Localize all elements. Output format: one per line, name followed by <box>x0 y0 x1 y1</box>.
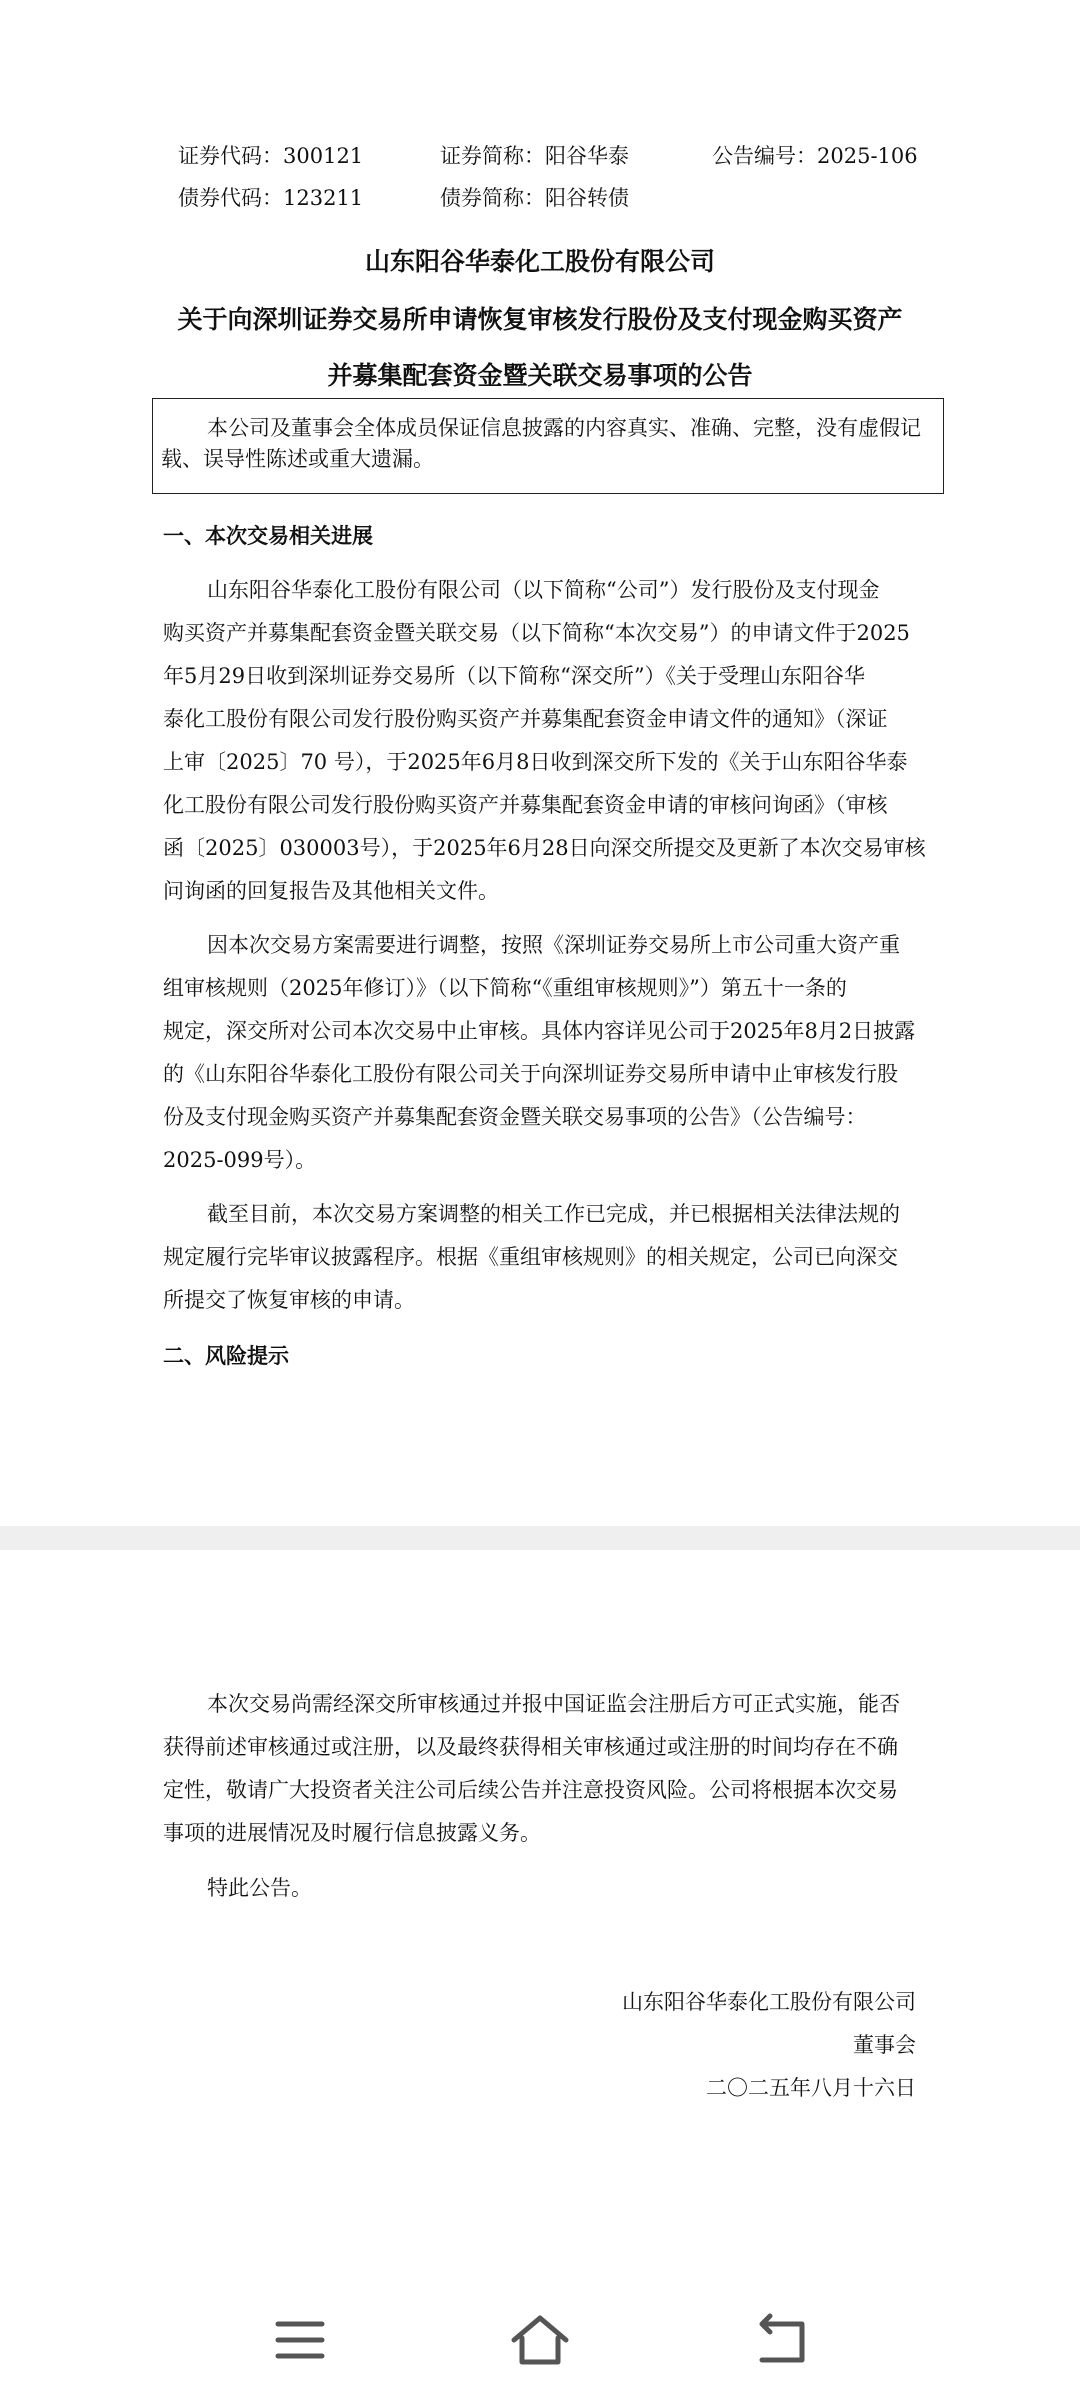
section-heading-risk: 二、风险提示 <box>163 1343 289 1368</box>
signature-board: 董事会 <box>853 2033 916 2057</box>
signature-company: 山东阳谷华泰化工股份有限公司 <box>622 1990 916 2014</box>
paragraph-line: 山东阳谷华泰化工股份有限公司（以下简称“公司”）发行股份及支付现金 <box>207 578 880 602</box>
announcement-title-line-1: 关于向深圳证券交易所申请恢复审核发行股份及支付现金购买资产 <box>177 305 903 334</box>
paragraph-line: 购买资产并募集配套资金暨关联交易（以下简称“本次交易”）的申请文件于2025 <box>163 621 910 645</box>
paragraph-line: 上审〔2025〕70 号），于2025年6月8日收到深交所下发的《关于山东阳谷华泰 <box>163 750 908 774</box>
paragraph-line: 规定履行完毕审议披露程序。根据《重组审核规则》的相关规定，公司已向深交 <box>163 1245 898 1269</box>
disclaimer-box <box>152 398 944 494</box>
home-icon <box>500 2310 580 2370</box>
back-icon <box>740 2310 820 2370</box>
closing-text: 特此公告。 <box>207 1876 312 1900</box>
paragraph-line: 年5月29日收到深圳证券交易所（以下简称“深交所”）《关于受理山东阳谷华 <box>163 664 866 688</box>
paragraph-line: 定性，敬请广大投资者关注公司后续公告并注意投资风险。公司将根据本次交易 <box>163 1778 898 1802</box>
paragraph-line: 组审核规则（2025年修订）》（以下简称“《重组审核规则》”）第五十一条的 <box>163 976 847 1000</box>
paragraph-line: 问询函的回复报告及其他相关文件。 <box>163 879 499 903</box>
section-heading-progress: 一、本次交易相关进展 <box>163 523 373 548</box>
home-button[interactable] <box>500 2310 580 2370</box>
document-page-2 <box>0 1550 1080 2280</box>
signature-date: 二〇二五年八月十六日 <box>706 2076 916 2100</box>
page-separator <box>0 1526 1080 1550</box>
paragraph-line: 事项的进展情况及时履行信息披露义务。 <box>163 1821 541 1845</box>
company-title: 山东阳谷华泰化工股份有限公司 <box>364 247 715 276</box>
bond-name: 债券简称：阳谷转债 <box>440 186 629 210</box>
bond-code: 债券代码：123211 <box>178 186 364 210</box>
menu-icon <box>260 2310 340 2370</box>
disclaimer-line-2: 载、误导性陈述或重大遗漏。 <box>161 447 434 471</box>
stock-name: 证券简称：阳谷华泰 <box>440 144 629 168</box>
system-navigation-bar <box>0 2280 1080 2400</box>
paragraph-line: 化工股份有限公司发行股份购买资产并募集配套资金申请的审核问询函》（审核 <box>163 793 888 817</box>
paragraph-line: 获得前述审核通过或注册，以及最终获得相关审核通过或注册的时间均存在不确 <box>163 1735 898 1759</box>
paragraph-line: 份及支付现金购买资产并募集配套资金暨关联交易事项的公告》（公告编号： <box>163 1105 867 1129</box>
paragraph-line: 函〔2025〕030003号），于2025年6月28日向深交所提交及更新了本次交易审核 <box>163 836 926 860</box>
paragraph-line: 因本次交易方案需要进行调整，按照《深圳证券交易所上市公司重大资产重 <box>207 933 900 957</box>
paragraph-line: 2025-099号）。 <box>163 1148 317 1172</box>
paragraph-line: 截至目前，本次交易方案调整的相关工作已完成，并已根据相关法律法规的 <box>207 1202 900 1226</box>
paragraph-line: 泰化工股份有限公司发行股份购买资产并募集配套资金申请文件的通知》（深证 <box>163 707 888 731</box>
announcement-number: 公告编号：2025-106 <box>712 144 918 168</box>
stock-code: 证券代码：300121 <box>178 144 364 168</box>
paragraph-line: 规定，深交所对公司本次交易中止审核。具体内容详见公司于2025年8月2日披露 <box>163 1019 916 1043</box>
paragraph-line: 本次交易尚需经深交所审核通过并报中国证监会注册后方可正式实施，能否 <box>207 1692 900 1716</box>
back-button[interactable] <box>740 2310 820 2370</box>
menu-button[interactable] <box>260 2310 340 2370</box>
paragraph-line: 的《山东阳谷华泰化工股份有限公司关于向深圳证券交易所申请中止审核发行股 <box>163 1062 898 1086</box>
disclaimer-line-1: 本公司及董事会全体成员保证信息披露的内容真实、准确、完整，没有虚假记 <box>207 416 921 440</box>
announcement-title-line-2: 并募集配套资金暨关联交易事项的公告 <box>327 361 753 390</box>
paragraph-line: 所提交了恢复审核的申请。 <box>163 1288 415 1312</box>
